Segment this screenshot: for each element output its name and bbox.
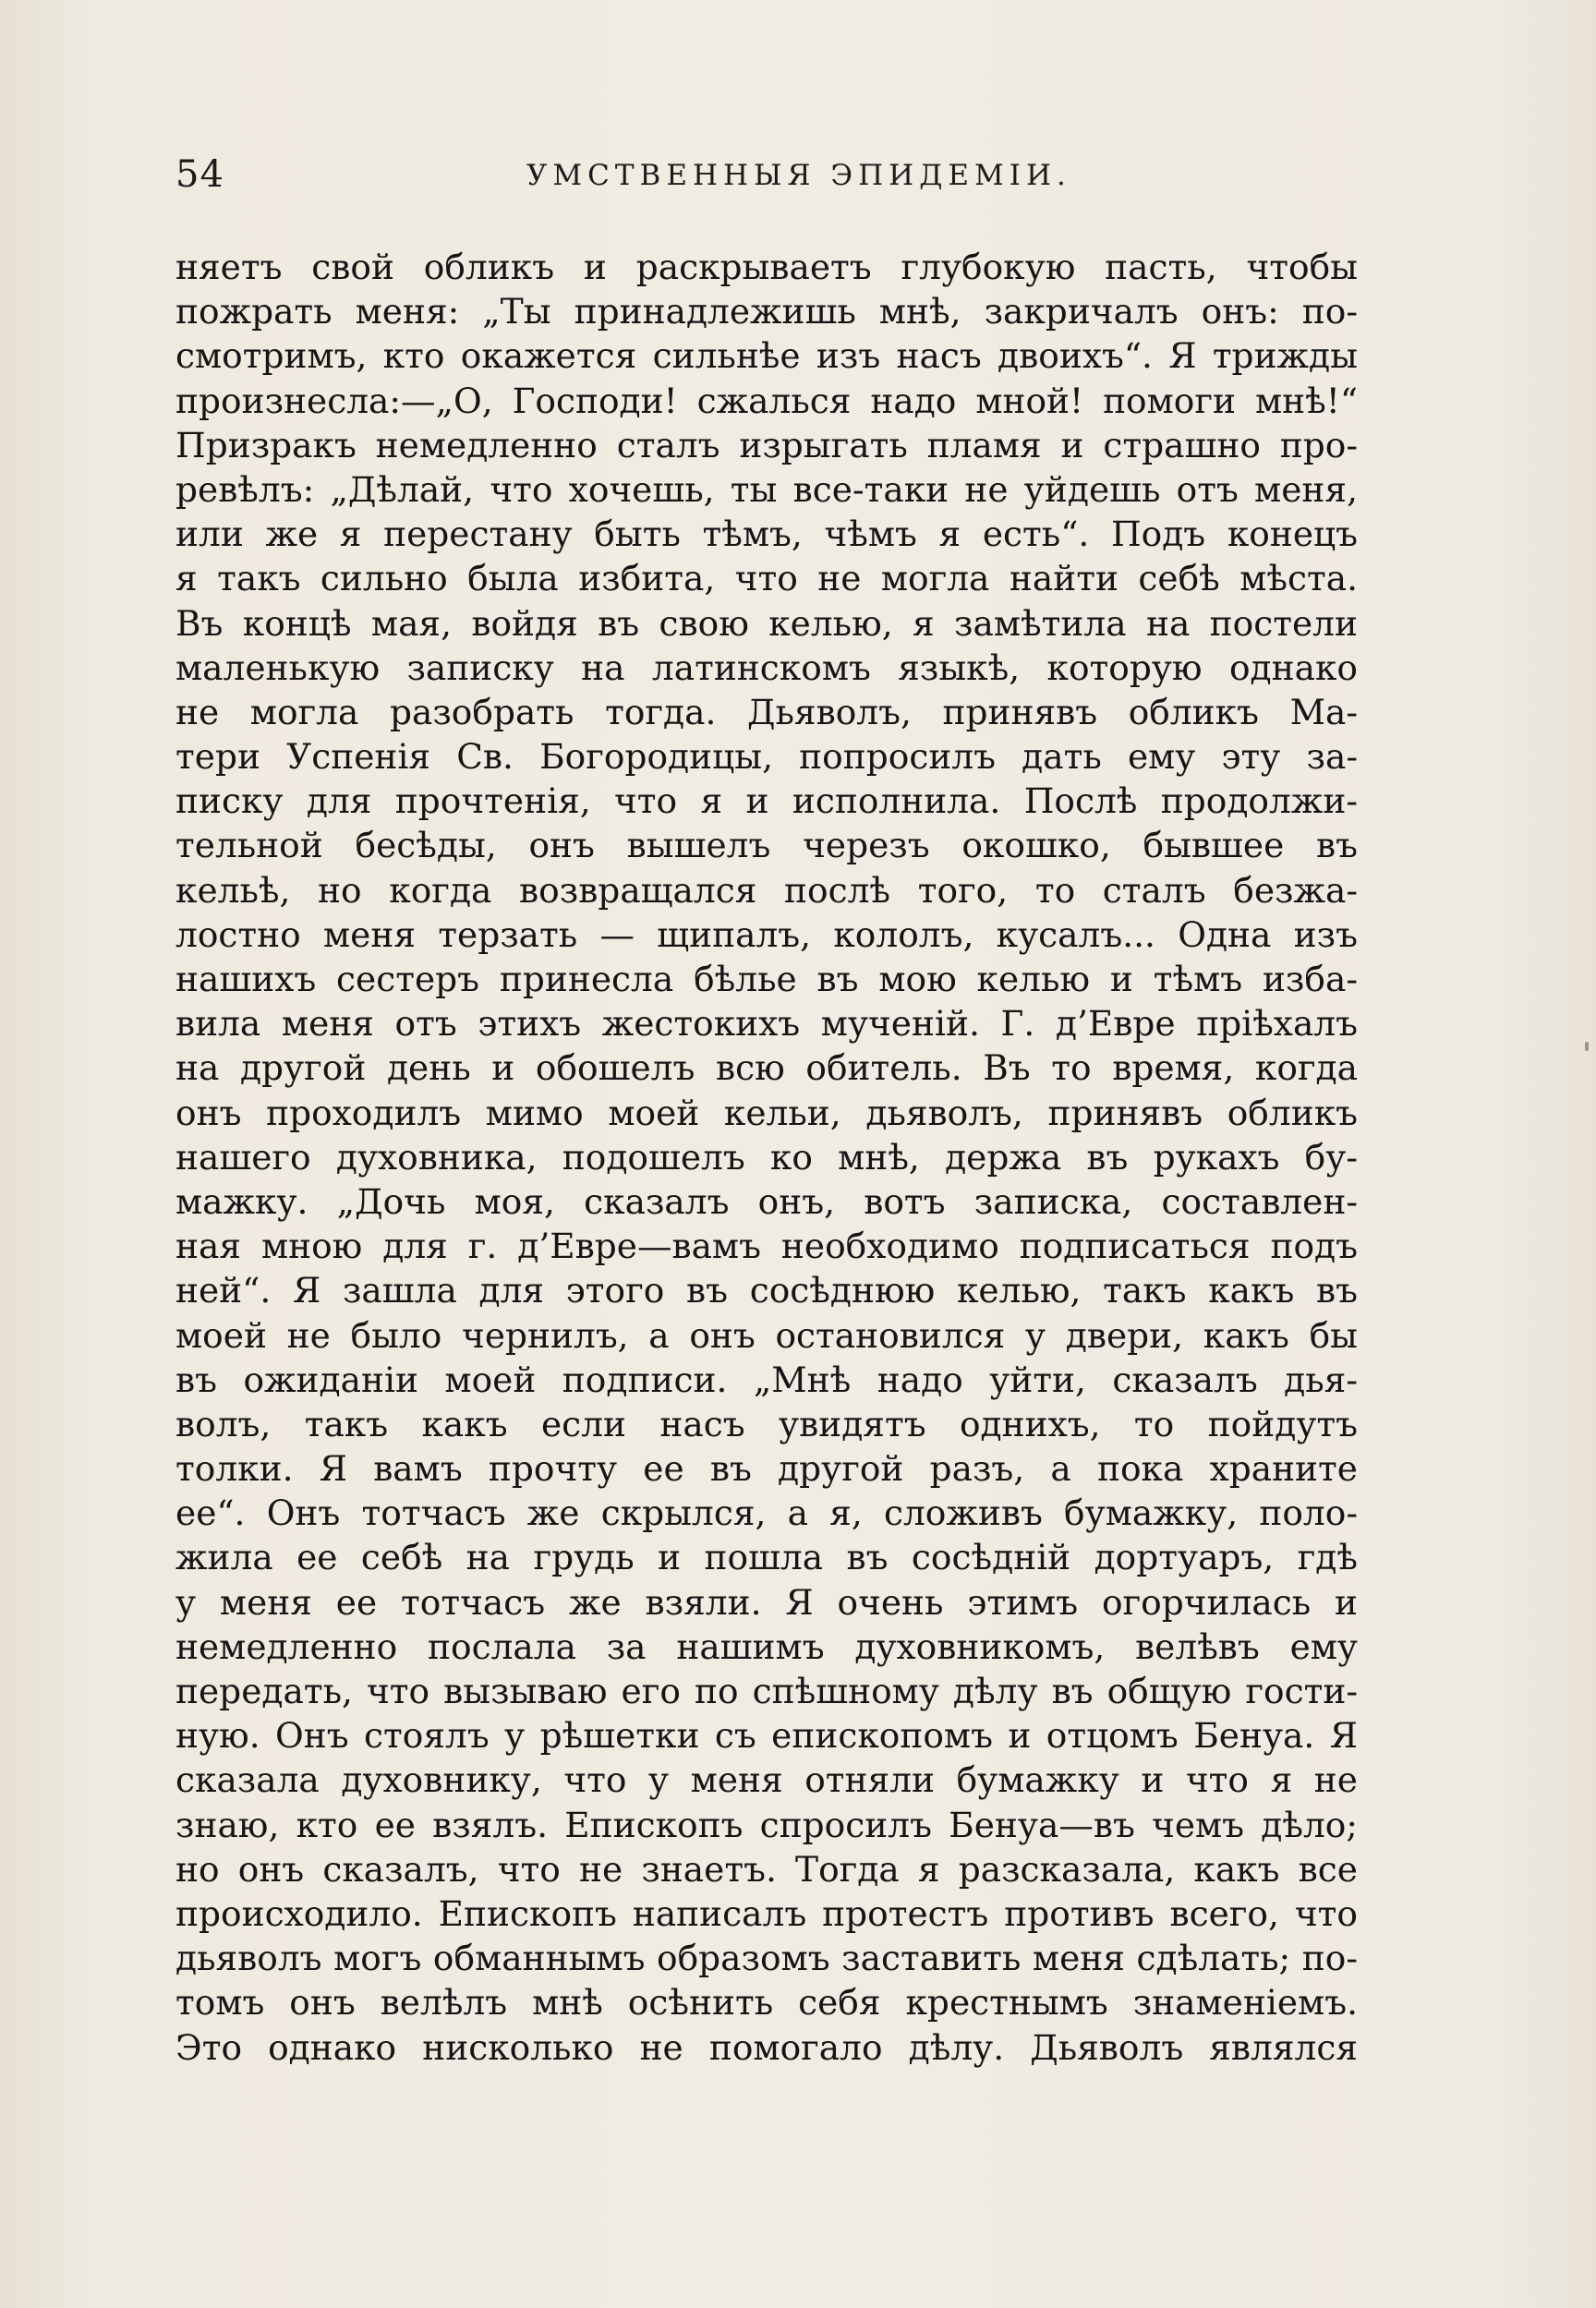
page-number: 54	[175, 153, 224, 196]
text-line: Въ концѣ мая, войдя въ свою келью, я замѣтила на постели	[175, 602, 1358, 644]
text-line: мажку. „Дочь моя, сказалъ онъ, вотъ записка, составлен-	[175, 1180, 1358, 1222]
text-line: дьяволъ могъ обманнымъ образомъ заставить меня сдѣлать; по-	[175, 1938, 1358, 1979]
text-line: я такъ сильно была избита, что не могла найти себѣ мѣста.	[175, 558, 1358, 599]
text-line: маленькую записку на латинскомъ языкѣ, которую однако	[175, 646, 1358, 688]
running-title: УМСТВЕННЫЯ ЭПИДЕМІИ.	[526, 159, 1071, 192]
text-line: тери Успенія Св. Богородицы, попросилъ дать ему эту за-	[175, 736, 1358, 778]
text-line: онъ проходилъ мимо моей кельи, дьяволъ, принявъ обликъ	[175, 1092, 1358, 1133]
text-line: ную. Онъ стоялъ у рѣшетки съ епископомъ и отцомъ Бенуа. Я	[175, 1715, 1358, 1757]
text-line: у меня ее тотчасъ же взяли. Я очень этимъ огорчилась и	[175, 1581, 1358, 1623]
text-line: ее“. Онъ тотчасъ же скрылся, а я, сложивъ бумажку, поло-	[175, 1492, 1358, 1534]
text-line: толки. Я вамъ прочту ее въ другой разъ, а пока храните	[175, 1448, 1358, 1490]
text-line: Призракъ немедленно сталъ изрыгать пламя и страшно про-	[175, 424, 1358, 465]
text-line: нашихъ сестеръ принесла бѣлье въ мою келью и тѣмъ изба-	[175, 959, 1358, 999]
text-line: Это однако нисколько не помогало дѣлу. Дьяволъ являлся	[175, 2026, 1358, 2068]
text-line: происходило. Епископъ написалъ протестъ противъ всего, что	[175, 1892, 1358, 1934]
paper-speck	[1585, 1042, 1589, 1051]
text-line: или же я перестану быть тѣмъ, чѣмъ я есть“. Подъ конецъ	[175, 514, 1358, 555]
text-line: няетъ свой обликъ и раскрываетъ глубокую пасть, чтобы	[175, 247, 1358, 287]
text-line: сказала духовнику, что у меня отняли бумажку и что я не	[175, 1759, 1358, 1801]
text-line: жила ее себѣ на грудь и пошла въ сосѣдній дортуаръ, гдѣ	[175, 1537, 1358, 1578]
text-line: томъ онъ велѣлъ мнѣ осѣнить себя крестнымъ знаменіемъ.	[175, 1982, 1358, 2024]
text-line: пожрать меня: „Ты принадлежишь мнѣ, закричалъ онъ: по-	[175, 291, 1358, 332]
text-line: моей не было чернилъ, а онъ остановился у двери, какъ бы	[175, 1314, 1358, 1356]
text-line: въ ожиданіи моей подписи. „Мнѣ надо уйти, сказалъ дья-	[175, 1359, 1358, 1400]
text-line: ревѣлъ: „Дѣлай, что хочешь, ты все-таки не уйдешь отъ меня,	[175, 468, 1358, 510]
text-line: тельной бесѣды, онъ вышелъ черезъ окошко, бывшее въ	[175, 825, 1358, 866]
text-line: но онъ сказалъ, что не знаетъ. Тогда я разсказала, какъ все	[175, 1848, 1358, 1890]
text-line: на другой день и обошелъ всю обитель. Въ то время, когда	[175, 1047, 1358, 1089]
text-line: смотримъ, кто окажется сильнѣе изъ насъ двоихъ“. Я трижды	[175, 335, 1358, 377]
text-line: вила меня отъ этихъ жестокихъ мученій. Г. д’Евре пріѣхалъ	[175, 1003, 1358, 1045]
text-line: знаю, кто ее взялъ. Епископъ спросилъ Бенуа—въ чемъ дѣло;	[175, 1804, 1358, 1845]
text-line: кельѣ, но когда возвращался послѣ того, то сталъ безжа-	[175, 869, 1358, 911]
text-line: лостно меня терзать — щипалъ, кололъ, кусалъ... Одна изъ	[175, 913, 1358, 955]
text-line: передать, что вызываю его по спѣшному дѣлу въ общую гости-	[175, 1671, 1358, 1711]
text-line: волъ, такъ какъ если насъ увидятъ однихъ, то пойдутъ	[175, 1403, 1358, 1444]
text-line: немедленно послала за нашимъ духовникомъ, велѣвъ ему	[175, 1625, 1358, 1667]
text-line: писку для прочтенія, что я и исполнила. Послѣ продолжи-	[175, 780, 1358, 822]
text-line: ная мною для г. д’Евре—вамъ необходимо подписаться подъ	[175, 1226, 1358, 1267]
text-line: ней“. Я зашла для этого въ сосѣднюю келью, такъ какъ въ	[175, 1270, 1358, 1311]
text-line: не могла разобрать тогда. Дьяволъ, принявъ обликъ Ма-	[175, 691, 1358, 732]
page-header	[175, 153, 1376, 209]
text-line: произнесла:—„О, Господи! сжалься надо мной! помоги мнѣ!“	[175, 380, 1358, 421]
text-line: нашего духовника, подошелъ ко мнѣ, держа въ рукахъ бу-	[175, 1136, 1358, 1178]
body-text	[175, 245, 1358, 2070]
